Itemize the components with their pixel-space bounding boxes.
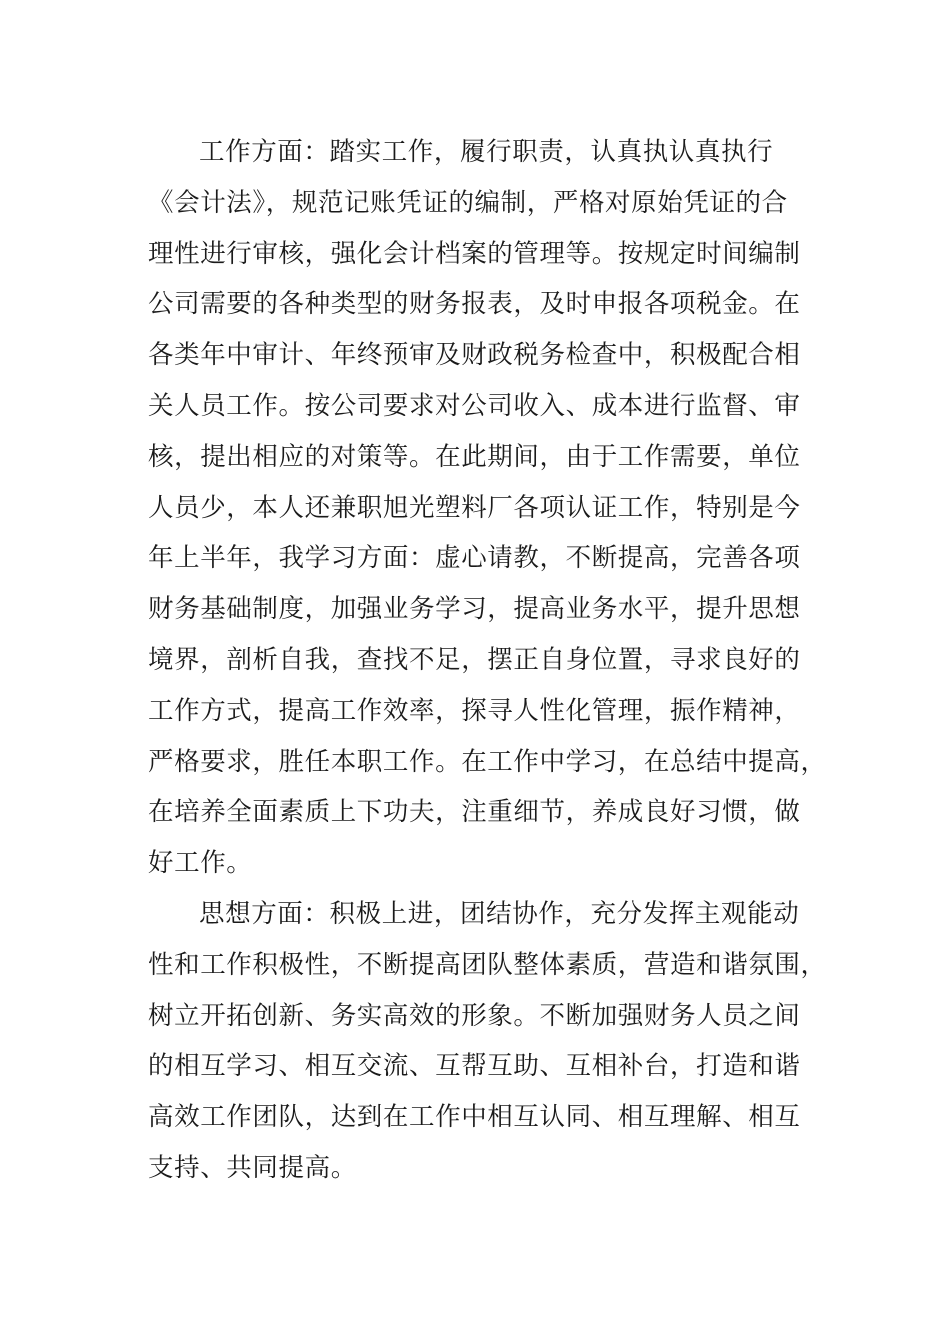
text-line: 财务基础制度，加强业务学习，提高业务水平，提升思想 bbox=[148, 594, 801, 625]
text-line: 严格要求，胜任本职工作。在工作中学习，在总结中提高， bbox=[148, 746, 827, 777]
paragraph-thought bbox=[148, 889, 827, 1194]
text-line: 人员少，本人还兼职旭光塑料厂各项认证工作，特别是今 bbox=[148, 492, 801, 523]
text-line: 好工作。 bbox=[148, 848, 253, 879]
text-line: 高效工作团队，达到在工作中相互认同、相互理解、相互 bbox=[148, 1102, 801, 1133]
text-line: 境界，剖析自我，查找不足，摆正自身位置，寻求良好的 bbox=[148, 644, 801, 675]
text-line: 在培养全面素质上下功夫，注重细节，养成良好习惯，做 bbox=[148, 797, 801, 828]
text-line: 公司需要的各种类型的财务报表，及时申报各项税金。在 bbox=[148, 289, 801, 320]
text-line: 《会计法》，规范记账凭证的编制，严格对原始凭证的合 bbox=[148, 187, 788, 218]
text-line: 工作方面：踏实工作，履行职责，认真执认真执行 bbox=[199, 137, 774, 167]
text-line: 各类年中审计、年终预审及财政税务检查中，积极配合相 bbox=[148, 340, 801, 371]
text-line: 树立开拓创新、务实高效的形象。不断加强财务人员之间 bbox=[148, 1000, 801, 1031]
text-line: 工作方式，提高工作效率，探寻人性化管理，振作精神， bbox=[148, 695, 801, 726]
text-line: 性和工作积极性，不断提高团队整体素质，营造和谐氛围， bbox=[148, 949, 827, 980]
text-line: 理性进行审核，强化会计档案的管理等。按规定时间编制 bbox=[148, 238, 801, 269]
text-line: 年上半年，我学习方面：虚心请教，不断提高，完善各项 bbox=[148, 543, 801, 574]
text-line: 核，提出相应的对策等。在此期间，由于工作需要，单位 bbox=[148, 441, 801, 472]
text-line: 支持、共同提高。 bbox=[148, 1152, 357, 1183]
text-line: 的相互学习、相互交流、互帮互助、互相补台，打造和谐 bbox=[148, 1051, 801, 1082]
paragraph-work bbox=[148, 127, 827, 889]
text-line: 关人员工作。按公司要求对公司收入、成本进行监督、审 bbox=[148, 390, 801, 421]
text-line: 思想方面：积极上进，团结协作，充分发挥主观能动 bbox=[199, 899, 800, 929]
